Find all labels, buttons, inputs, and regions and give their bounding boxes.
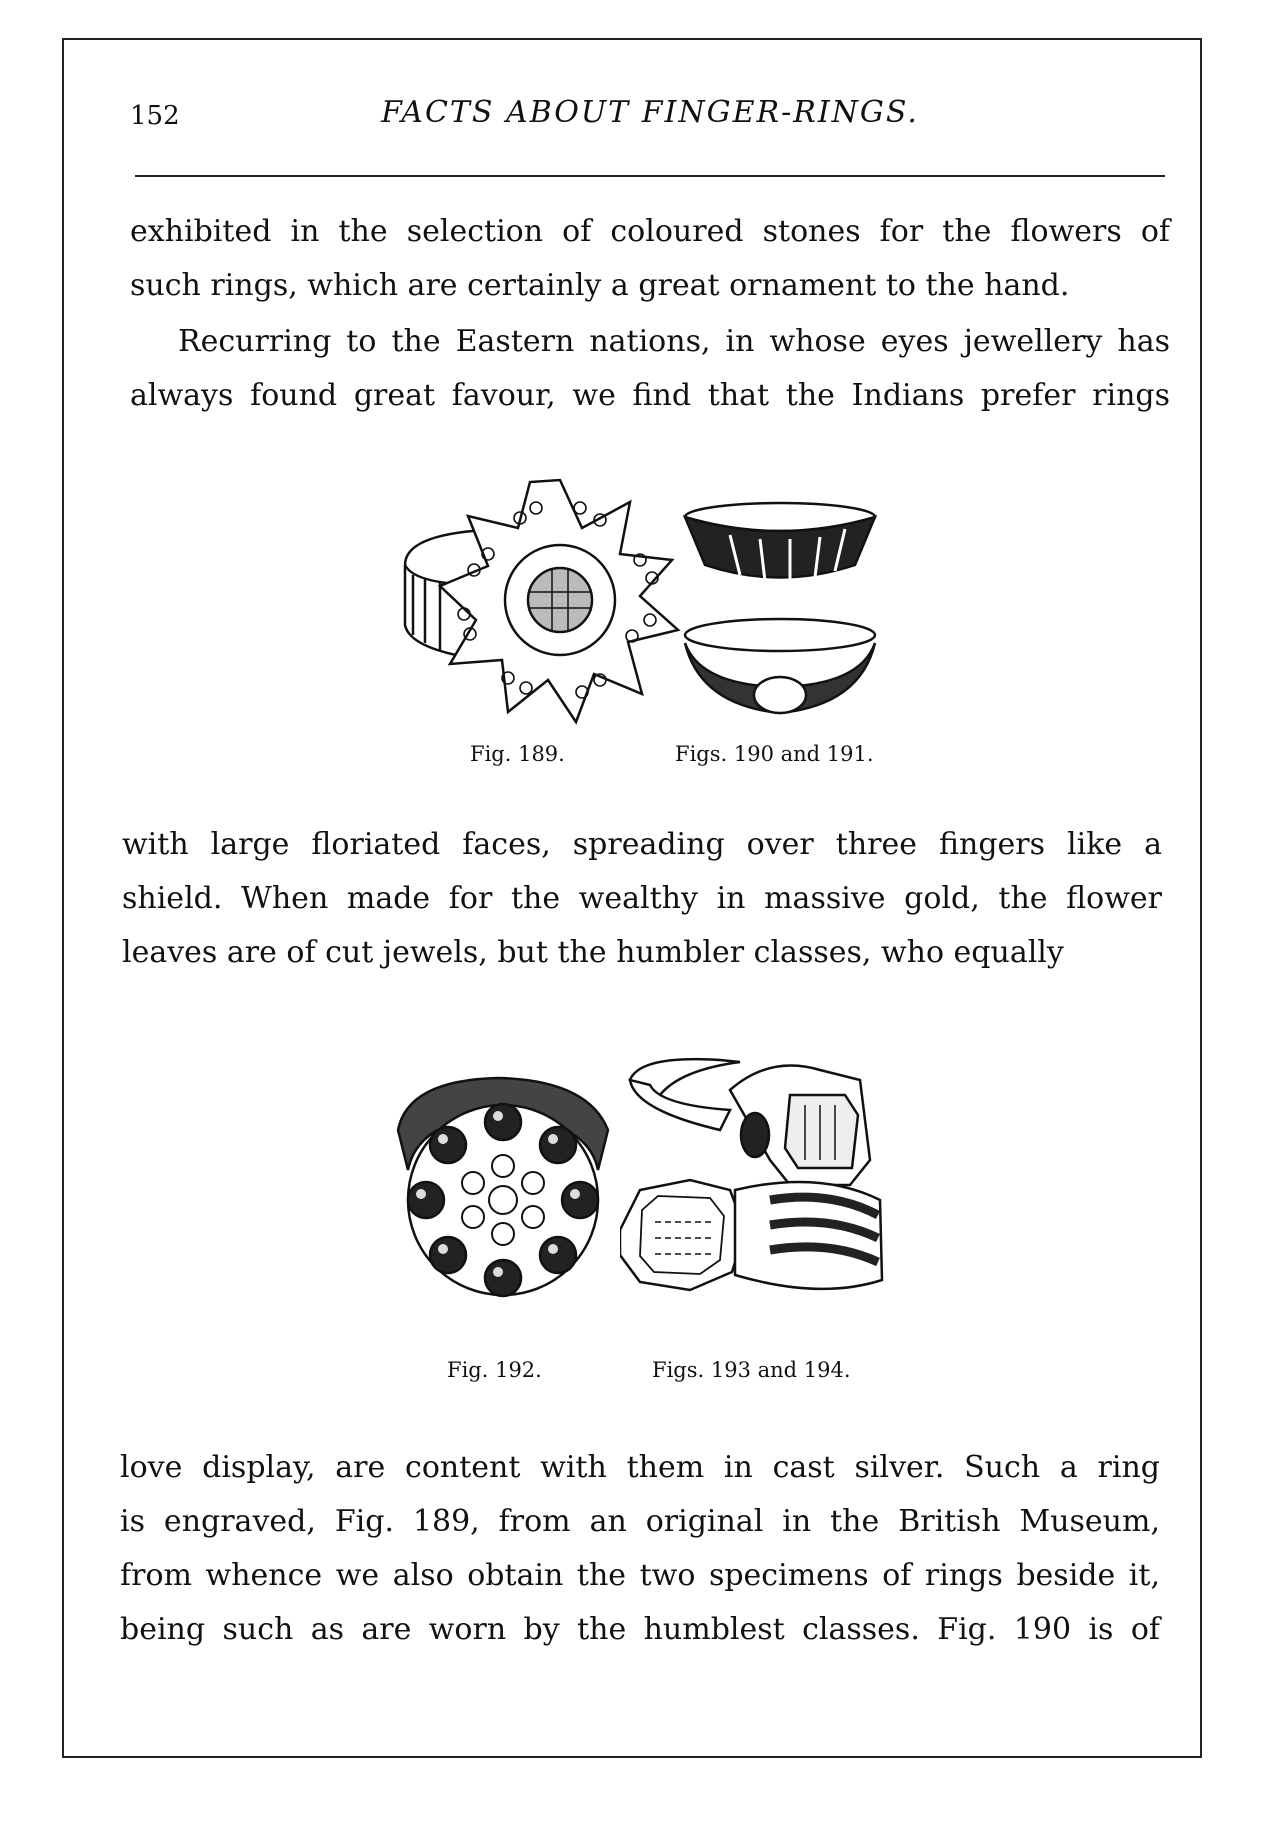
page-header [130,95,1170,145]
frame-bottom [62,1756,1202,1758]
text-line: such rings, which are certainly a great ornament to the hand. [130,268,1070,303]
header-rule [135,175,1165,177]
text-line: being such as are worn by the humblest classes. Fig. 190 is of [120,1612,1160,1647]
text-line: leaves are of cut jewels, but the humbler classes, who equally [122,935,1064,970]
frame-right [1200,38,1202,1758]
fig-193-194-illustration [620,1050,900,1340]
frame-top [62,38,1202,40]
running-title: FACTS ABOUT FINGER-RINGS. [381,95,919,130]
fig-190-191-illustration [670,495,910,725]
frame-left [62,38,64,1758]
paragraph-1 [130,205,1170,313]
text-line: Recurring to the Eastern nations, in whose eyes jewellery has [178,324,1170,359]
paragraph-3 [122,818,1162,980]
paragraph-2 [130,315,1170,423]
fig-192-illustration [388,1070,618,1320]
caption-fig-192: Fig. 192. [447,1358,542,1382]
text-line: exhibited in the selection of coloured stones for the flowers of [130,214,1170,249]
text-line: is engraved, Fig. 189, from an original in the British Museum, [120,1504,1160,1539]
text-line: shield. When made for the wealthy in massive gold, the flower [122,881,1162,916]
caption-figs-193-194: Figs. 193 and 194. [652,1358,851,1382]
text-line: always found great favour, we find that the Indians prefer rings [130,378,1170,413]
caption-fig-189: Fig. 189. [470,742,565,766]
text-line: love display, are content with them in cast silver. Such a ring [120,1450,1160,1485]
text-line: with large floriated faces, spreading over three fingers like a [122,827,1162,862]
caption-figs-190-191: Figs. 190 and 191. [675,742,874,766]
paragraph-4 [120,1441,1160,1657]
fig-189-illustration [395,475,695,725]
text-line: from whence we also obtain the two specimens of rings beside it, [120,1558,1160,1593]
page-number: 152 [130,101,180,131]
